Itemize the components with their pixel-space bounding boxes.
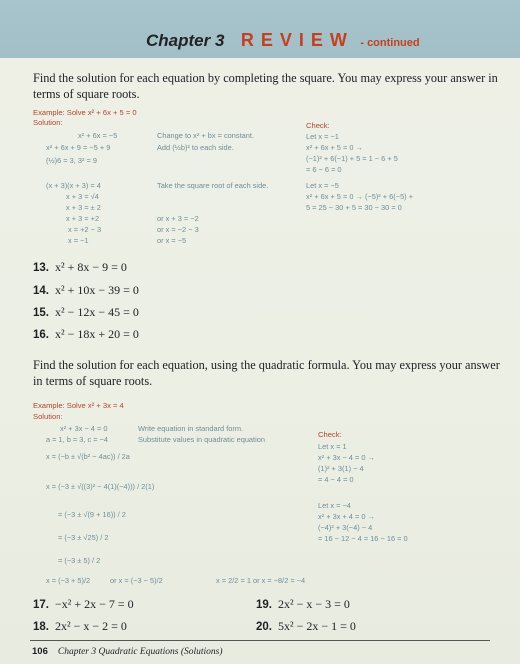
problem-15 [33, 305, 139, 320]
s1-note: Change to x² + bx = constant. [157, 131, 254, 140]
problem-equation: x² + 8x − 9 = 0 [55, 260, 127, 274]
chapter-header [0, 0, 520, 58]
s2-check-line: = 4 − 4 = 0 [318, 475, 354, 484]
s1-sol-line: (½)6 = 3, 3² = 9 [46, 156, 97, 165]
s2-check-line: = 16 − 12 − 4 = 16 − 16 = 0 [318, 534, 408, 543]
s2-check-label: Check: [318, 430, 342, 439]
s2-sol-line: x = (−3 ± √((3)² − 4(1)(−4))) / 2(1) [46, 482, 155, 491]
s1-check-line: Let x = −1 [306, 132, 339, 141]
section2-solution-label: Solution: [33, 412, 63, 421]
problem-20 [256, 619, 356, 634]
problem-19 [256, 597, 350, 612]
s2-check-line: Let x = 1 [318, 442, 347, 451]
s1-note: Take the square root of each side. [157, 181, 269, 190]
s2-sol-line: a = 1, b = 3, c = −4 [46, 435, 109, 444]
s1-sol-line: x = −1 [68, 236, 89, 245]
problem-number: 14. [33, 285, 49, 297]
s2-sol-line: x² + 3x − 4 = 0 [60, 424, 108, 433]
problem-13 [33, 260, 127, 275]
problem-equation: x² + 10x − 39 = 0 [55, 283, 139, 297]
s2-note: Substitute values in quadratic equation [138, 435, 265, 444]
s1-sol-line: x + 3 = ± 2 [66, 203, 101, 212]
s2-sol-line: x = 2/2 = 1 or x = −8/2 = −4 [216, 576, 306, 585]
s2-sol-line: = (−3 ± √25) / 2 [58, 533, 109, 542]
s1-sol-line: (x + 3)(x + 3) = 4 [46, 181, 101, 190]
footer-rule [30, 640, 490, 641]
s2-sol-line: or x = (−3 − 5)/2 [110, 576, 163, 585]
s1-sol-line: x² + 6x = −5 [78, 131, 118, 140]
s1-sol-line: x + 3 = +2 [66, 214, 100, 223]
problem-number: 16. [33, 329, 49, 341]
section1-example-label: Example: Solve x² + 6x + 5 = 0 [33, 108, 137, 117]
header-continued: - continued [360, 37, 420, 49]
s1-sol-line: x + 3 = √4 [66, 192, 99, 201]
page-footer [32, 646, 223, 657]
s2-note: Write equation in standard form. [138, 424, 244, 433]
problem-equation: x² − 18x + 20 = 0 [55, 327, 139, 341]
problem-equation: −x² + 2x − 7 = 0 [55, 597, 134, 611]
problem-equation: x² − 12x − 45 = 0 [55, 305, 139, 319]
problem-equation: 2x² − x − 3 = 0 [278, 597, 350, 611]
problem-16 [33, 327, 139, 342]
section2-instructions: Find the solution for each equation, using the quadratic formula. You may express your answer in terms of square roots. [33, 358, 500, 388]
s1-or-line: or x + 3 = −2 [157, 214, 199, 223]
s2-sol-line: = (−3 ± √(9 + 16)) / 2 [58, 510, 126, 519]
s1-check-line: x² + 6x + 5 = 0 → (−5)² + 6(−5) + [306, 192, 414, 201]
s1-note: Add (½b)² to each side. [157, 143, 234, 152]
problem-number: 20. [256, 621, 272, 633]
problem-number: 15. [33, 307, 49, 319]
s1-sol-line: x = +2 − 3 [68, 225, 102, 234]
problem-18 [33, 619, 127, 634]
s1-check-line: Let x = −5 [306, 181, 339, 190]
problem-number: 17. [33, 599, 49, 611]
header-chapter: Chapter 3 [146, 31, 225, 50]
problem-equation: 2x² − x − 2 = 0 [55, 619, 127, 633]
problem-equation: 5x² − 2x − 1 = 0 [278, 619, 356, 633]
problem-number: 19. [256, 599, 272, 611]
s2-sol-line: = (−3 ± 5) / 2 [58, 556, 101, 565]
s1-check-line: x² + 6x + 5 = 0 → [306, 143, 363, 152]
s1-sol-line: x² + 6x + 9 = −5 + 9 [46, 143, 111, 152]
s1-check-label: Check: [306, 121, 330, 130]
s2-check-line: x² + 3x − 4 = 0 → [318, 453, 375, 462]
section2-example-label: Example: Solve x² + 3x = 4 [33, 401, 124, 410]
s2-check-line: Let x = −4 [318, 501, 351, 510]
problem-number: 18. [33, 621, 49, 633]
footer-chapter: Chapter 3 Quadratic Equations (Solutions) [57, 647, 223, 657]
s2-sol-line: x = (−3 + 5)/2 [46, 576, 91, 585]
header-title [146, 30, 420, 51]
s1-check-line: (−1)² + 6(−1) + 5 = 1 − 6 + 5 [306, 154, 398, 163]
s2-check-line: (−4)² + 3(−4) − 4 [318, 523, 373, 532]
s2-check-line: x² + 3x + 4 = 0 → [318, 512, 375, 521]
page-number: 106 [32, 646, 48, 657]
problem-14 [33, 283, 139, 298]
problem-number: 13. [33, 262, 49, 274]
header-review: REVIEW [240, 30, 354, 50]
problem-17 [33, 597, 134, 612]
section1-solution-label: Solution: [33, 118, 63, 127]
s2-sol-line: x = (−b ± √(b² − 4ac)) / 2a [46, 452, 130, 461]
s1-or-line: or x = −2 − 3 [157, 225, 199, 234]
section1-instructions: Find the solution for each equation by completing the square. You may express your answer in terms of square roots. [33, 71, 498, 101]
s2-check-line: (1)² + 3(1) − 4 [318, 464, 364, 473]
s1-check-line: = 6 − 6 = 0 [306, 165, 342, 174]
s1-or-line: or x = −5 [157, 236, 187, 245]
s1-check-line: 5 = 25 − 30 + 5 = 30 − 30 = 0 [306, 203, 402, 212]
